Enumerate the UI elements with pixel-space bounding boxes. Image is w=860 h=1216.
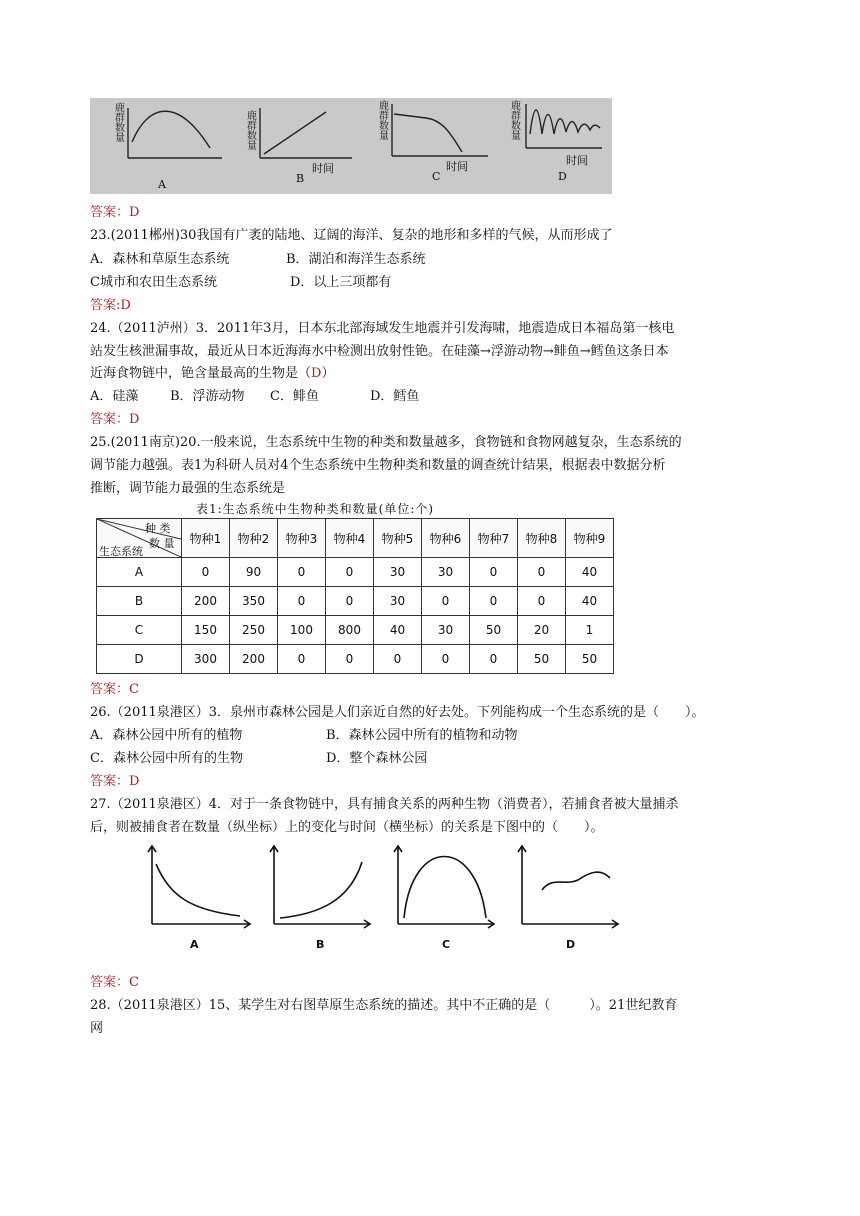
chart-b-xlabel: 时间 [312, 162, 334, 175]
table-cell: 350 [230, 587, 278, 616]
table-header-row [97, 519, 614, 558]
q24-inline-answer: D [311, 366, 322, 381]
column-header: 物种2 [230, 519, 278, 558]
q28-line-2: 网 [90, 1021, 104, 1036]
table-corner-cell [97, 519, 182, 558]
q24-line-3-text: 近海食物链中，铯含量最高的生物是（ [90, 366, 312, 381]
graph-a-letter: A [190, 938, 199, 951]
q23-option-a: A．森林和草原生态系统 [90, 252, 230, 267]
table-cell: 0 [326, 587, 374, 616]
graph-d [518, 846, 618, 928]
q26-options-cd [90, 749, 427, 769]
graph-d-letter: D [566, 938, 576, 951]
answer-25: 答案：C [90, 682, 139, 697]
q26-option-a: A．森林公园中所有的植物 [90, 728, 243, 743]
q26-option-b: B．森林公园中所有的植物和动物 [326, 728, 518, 743]
column-header: 物种8 [518, 519, 566, 558]
q24-line-3 [90, 364, 334, 384]
chart-b-graph [260, 108, 352, 158]
q24-line-1: 24.（2011泸州）3．2011年3月，日本东北部海域发生地震并引发海啸，地震造成日本福岛第一核电 [90, 321, 675, 336]
corner-label-system: 生态系统 [99, 545, 143, 558]
table-row [97, 558, 614, 587]
table-title: 表1:生态系统中生物种类和数量(单位:个) [196, 502, 435, 516]
chart-c-graph [392, 104, 488, 156]
table-cell: 0 [518, 587, 566, 616]
table-cell: 0 [422, 587, 470, 616]
q25-line-3: 推断，调节能力最强的生态系统是 [90, 481, 286, 496]
table-cell: 300 [182, 645, 230, 674]
graph-a [148, 846, 250, 928]
q24-options [90, 387, 419, 407]
chart-b-letter: B [296, 172, 305, 185]
table-cell: 150 [182, 616, 230, 645]
column-header: 物种5 [374, 519, 422, 558]
table-cell: 0 [422, 645, 470, 674]
row-label: D [97, 645, 182, 674]
corner-label-count: 数 量 [149, 537, 175, 550]
chart-d-xlabel: 时间 [566, 154, 588, 167]
table-row [97, 616, 614, 645]
q24-line-2: 站发生核泄漏事故，最近从日本近海海水中检测出放射性铯。在硅藻→浮游动物→鲱鱼→鳕鱼这条日本 [90, 344, 669, 359]
column-header: 物种9 [566, 519, 614, 558]
column-header: 物种1 [182, 519, 230, 558]
q23-option-d: D．以上三项都有 [290, 275, 392, 290]
q26-option-c: C．森林公园中所有的生物 [90, 751, 243, 766]
graph-c-letter: C [442, 938, 451, 951]
q27-line-1: 27.（2011泉港区）4．对于一条食物链中，具有捕食关系的两种生物（消费者），若捕食者被大量捕杀 [90, 797, 679, 812]
table-cell: 90 [230, 558, 278, 587]
q23-options-ab [90, 250, 426, 270]
row-label: C [97, 616, 182, 645]
q24-option-b: B．浮游动物 [170, 389, 245, 404]
table-cell: 0 [326, 558, 374, 587]
table-cell: 800 [326, 616, 374, 645]
chart-d-letter: D [558, 170, 567, 183]
row-label: B [97, 587, 182, 616]
column-header: 物种7 [470, 519, 518, 558]
q24-option-c: C．鲱鱼 [270, 389, 319, 404]
q23-stem: 23.(2011郴州)30我国有广袤的陆地、辽阔的海洋、复杂的地形和多样的气候，从而形成了 [90, 228, 613, 243]
q27-line-2: 后，则被捕食者在数量（纵坐标）上的变化与时间（横坐标）的关系是下图中的（ ）。 [90, 820, 604, 835]
q26-stem: 26.（2011泉港区）3．泉州市森林公园是人们亲近自然的好去处。下列能构成一个生态系统的是（ ）。 [90, 705, 705, 720]
deer-charts-svg [90, 98, 612, 194]
table-cell: 0 [278, 645, 326, 674]
chart-a-ylabel: 鹿群数量 [115, 103, 125, 144]
graph-c [394, 846, 494, 928]
chart-a-letter: A [158, 178, 166, 191]
table-cell: 200 [230, 645, 278, 674]
answer-23: 答案:D [90, 298, 131, 313]
table-cell: 0 [374, 645, 422, 674]
q24-line-3-close: ） [321, 366, 335, 381]
table-cell: 40 [566, 558, 614, 587]
table-cell: 250 [230, 616, 278, 645]
deer-population-figure [90, 98, 612, 194]
column-header: 物种6 [422, 519, 470, 558]
table-row [97, 587, 614, 616]
table-cell: 30 [374, 558, 422, 587]
chart-d-graph [526, 104, 602, 148]
table-cell: 0 [326, 645, 374, 674]
table-cell: 50 [518, 645, 566, 674]
table-cell: 50 [566, 645, 614, 674]
chart-c-letter: C [432, 170, 441, 183]
q25-line-1: 25.(2011南京)20.一般来说，生态系统中生物的种类和数量越多，食物链和食物网越复杂，生态系统的 [90, 435, 682, 450]
q25-line-2: 调节能力越强。表1为科研人员对4个生态系统中生物种类和数量的调查统计结果，根据表中数据分析 [90, 458, 666, 473]
table-cell: 40 [566, 587, 614, 616]
ecosystem-species-table [96, 518, 614, 674]
table-cell: 1 [566, 616, 614, 645]
answer-22: 答案：D [90, 205, 140, 220]
table-cell: 200 [182, 587, 230, 616]
answer-27: 答案：C [90, 975, 139, 990]
answer-24: 答案：D [90, 412, 140, 427]
chart-a-graph [128, 108, 222, 158]
q23-option-c: C城市和农田生态系统 [90, 275, 217, 290]
table-cell: 0 [518, 558, 566, 587]
q23-options-cd [90, 273, 391, 293]
row-label: A [97, 558, 182, 587]
table-cell: 40 [374, 616, 422, 645]
table-cell: 0 [470, 645, 518, 674]
table-cell: 50 [470, 616, 518, 645]
table-cell: 0 [278, 558, 326, 587]
answer-26: 答案：D [90, 774, 140, 789]
q24-option-d: D．鳕鱼 [370, 389, 420, 404]
chart-b-ylabel: 鹿群数量 [247, 111, 257, 152]
table-cell: 30 [422, 558, 470, 587]
table-cell: 20 [518, 616, 566, 645]
graph-b-letter: B [316, 938, 325, 951]
table-cell: 0 [182, 558, 230, 587]
chart-d-ylabel: 鹿群数量 [511, 101, 521, 142]
table-cell: 100 [278, 616, 326, 645]
q28-line-1: 28.（2011泉港区）15、某学生对右图草原生态系统的描述。其中不正确的是（ ）。21世纪教育 [90, 998, 678, 1013]
corner-label-kind: 种 类 [145, 522, 171, 535]
q26-option-d: D．整个森林公园 [326, 751, 428, 766]
table-cell: 0 [278, 587, 326, 616]
chart-c-xlabel: 时间 [446, 160, 468, 173]
predator-prey-figure [140, 840, 640, 960]
table-row [97, 645, 614, 674]
q24-option-a: A．硅藻 [90, 389, 139, 404]
predator-prey-charts-svg [140, 840, 640, 960]
table-cell: 30 [374, 587, 422, 616]
column-header: 物种3 [278, 519, 326, 558]
q26-options-ab [90, 726, 518, 746]
column-header: 物种4 [326, 519, 374, 558]
q23-option-b: B．湖泊和海洋生态系统 [286, 252, 426, 267]
table-cell: 30 [422, 616, 470, 645]
graph-b [270, 846, 370, 928]
chart-c-ylabel: 鹿群数量 [379, 101, 389, 142]
table-cell: 0 [470, 558, 518, 587]
table-cell: 0 [470, 587, 518, 616]
